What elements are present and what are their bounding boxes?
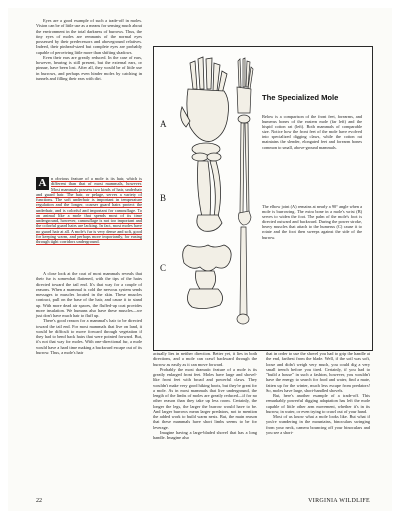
- figure-label-c: C: [160, 263, 167, 273]
- figure-label-b: B: [160, 193, 167, 203]
- column-3: [266, 351, 370, 435]
- sidebar-title: The Specialized Mole: [262, 93, 339, 102]
- magazine-page: [8, 8, 392, 511]
- paragraph: A close look at the coat of most mammals reveals that their fur is somewhat flattened, with the tips of the hairs directed toward the tail end. It's that way for a couple of reasons. When a mammal is cold the nervous system sends messages to muscles located in the skin. These muscles contract, pull on the base of the hair, and cause it to stand up. With more dead air spaces, the fluffed-up coat provides more insulation. We humans also have these muscles—we just don't have much hair to fluff up.: [36, 271, 142, 318]
- illustration-box: [153, 46, 373, 351]
- sidebar-text-2: [262, 204, 362, 240]
- figure-label-a: A: [160, 119, 167, 129]
- drop-cap: A: [36, 177, 49, 190]
- page-number: 22: [36, 498, 42, 504]
- paragraph: But, here's another example of a trade-off. This remarkably powerful digging adaptation has left the mole capable of little other arm movement, whether it's in its burrow, in water, or even trying to crawl out of your hand.: [266, 393, 370, 414]
- paragraph: There's good reason for a mammal's hair to be directed toward the tail end. For most mammals that live on land, it would be difficult to move forward through vegetation if they had to bend back hairs that were pointed forward. But, it's not that way for moles. With one-directional fur, a mole would have a hard time making a backward escape out of its burrow. Thus, a mole's hair: [36, 318, 142, 355]
- cotton-rat-limb-illustration: [230, 53, 260, 343]
- column-1-bottom: [36, 271, 142, 355]
- paragraph: that in order to use the shovel you had to grip the handle at the end, farthest from the blade. Well, if the soil was soft, loose and didn't weigh very much, you could dig a very small trench before you tired. Certainly, if you had to "build a house" in such a fashion, however, you wouldn't have the energy to search for food and water, find a mate, fatten up for the winter, much less escape from predators! So, moles have large, short-handled shovels.: [266, 351, 370, 393]
- paragraph: Eyes are a good example of such a trade-off in moles. Vision can be of little use as a means for sensing much about the environment in the total darkness of burrows. Thus, the tiny eyes of moles are remnants of the normal eyes possessed by their predecessors and aboveground relatives. Indeed, their pinhead-sized but complete eyes are probably capable of perceiving little more than shifting shadows.: [36, 18, 142, 55]
- sidebar-paragraph: The elbow joint (A) remains at nearly a 90° angle when a mole is burrowing. The extra bone in a mole's wrist (B) serves to widen the foot. The palm of the mole's foot is directed outward and backward. During the power stroke, heavy muscles that attach to the humerus (C) cause it to rotate and the foot then sweeps against the side of the burrow.: [262, 204, 362, 240]
- column-1-top: [36, 18, 142, 81]
- sidebar-paragraph: Below is a comparison of the front feet, forearms, and humerus bones of the eastern mole (far left) and the hispid cotton rat (left). Both mammals of comparable size. Notice how the front feet of the mole have evolved into specialized digging claws, while the cotton rat maintains the slender, elongated feet and forearm bones common to small, above-ground mammals.: [262, 114, 362, 150]
- dropcap-paragraph: [36, 176, 142, 244]
- sidebar-text-1: [262, 114, 362, 150]
- column-2: [153, 351, 257, 440]
- magazine-name: VIRGINIA WILDLIFE: [308, 498, 370, 504]
- paragraph: Imagine having a large-bladed shovel that has a long handle. Imagine also: [153, 429, 257, 440]
- paragraph: actually lies in neither direction. Better yet, it lies in both directions, and a mole can crawl backward through the burrow as easily as it can move forward.: [153, 351, 257, 367]
- highlighted-text: n obvious feature of a mole is its hair, which is different than that of most mammals, however. Most mammals possess two kinds of hair, underhair and guard hair. The hair, or pelage, serves a variety of functions. The soft underhair is important in temperature regulation and the longer, coarser guard hairs protect the underhair, and is colorful and important for camouflage. To an animal like a mole that spends most of its time underground, however, camouflage is not too important and the colorful guard hairs are lacking. In fact, most moles have no guard hair at all. A mole's fur is very dense and soft, good for keeping warm, and perhaps more importantly, for easing through tight corridors underground.: [36, 176, 142, 244]
- paragraph: Probably the most dramatic feature of a mole is its greatly enlarged front feet. Moles have large and shovel-like front feet with broad and powerful claws. They wouldn't make very good hiking boots, but they're great for a mole. As in most mammals that live underground, the length of the limbs of moles are greatly reduced—if for no other reason than they take up less room. Certainly, the longer the legs, the larger the burrow would have to be. And larger burrows mean larger predators, not to mention the added work to build warm nests. But, the main reason that these mammals have short limbs seems to be for leverage.: [153, 366, 257, 430]
- paragraph: Most of us know what a mole looks like. But what if you're wandering in the mountains, binoculars swinging from your neck, camera bouncing off your binoculars and you see a short-: [266, 414, 370, 435]
- paragraph: Even their ears are greatly reduced. In the case of ears, however, hearing is still present, but the external ears, or pinnae, have been lost. After all, they would be of little use in burrows, and perhaps even hinder moles by catching in tunnels and filling their ears with dirt.: [36, 54, 142, 81]
